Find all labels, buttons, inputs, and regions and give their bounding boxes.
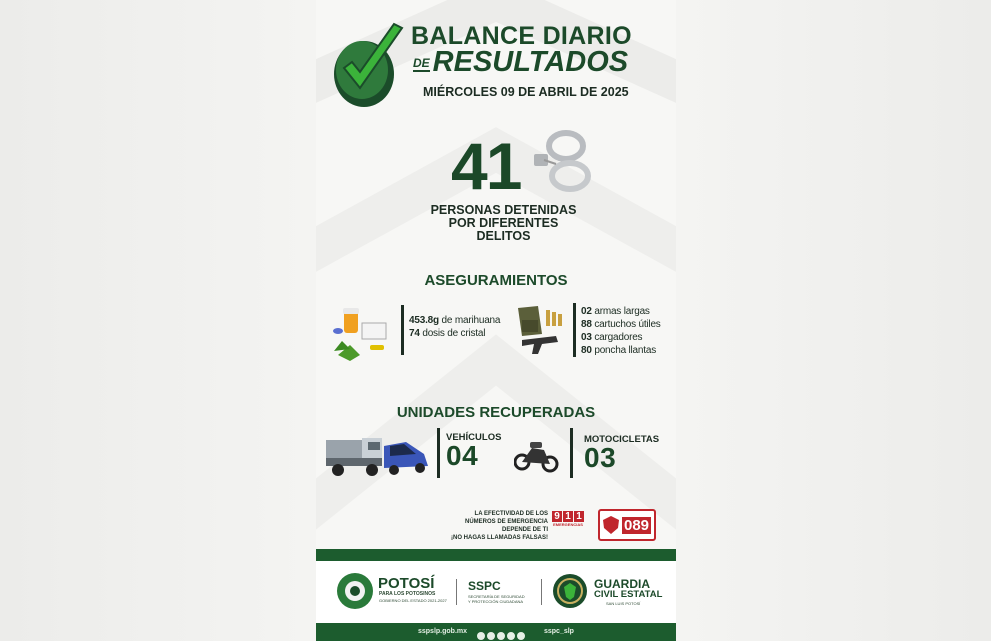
badge-089 xyxy=(598,509,656,541)
social-handle[interactable]: sspc_slp xyxy=(544,628,574,635)
weapon-item-4: 80 poncha llantas xyxy=(581,345,657,356)
footer-divider-1 xyxy=(456,579,457,605)
title-line1: BALANCE DIARIO xyxy=(411,22,632,50)
drug-item-1: 453.8g de marihuana xyxy=(409,315,501,326)
sspc-sub1: SECRETARÍA DE SEGURIDAD xyxy=(468,594,525,599)
guardia-sub: SAN LUIS POTOSÍ xyxy=(606,601,641,606)
badge-911 xyxy=(552,511,586,541)
vehiculos-label: VEHÍCULOS xyxy=(446,432,502,443)
potosi-sub2: GOBIERNO DEL ESTADO 2021-2027 xyxy=(379,598,447,603)
guardia-shield-icon xyxy=(552,573,588,609)
emergency-warning xyxy=(436,510,548,542)
weapon-item-3: 03 cargadores xyxy=(581,332,643,343)
instagram-icon[interactable] xyxy=(507,632,515,640)
warning-line1: LA EFECTIVIDAD DE LOS xyxy=(474,511,548,517)
divider-weapons xyxy=(573,303,576,357)
tiktok-icon[interactable] xyxy=(517,632,525,640)
guardia-line1: GUARDIA xyxy=(594,577,650,591)
weapon-item-2: 88 cartuchos útiles xyxy=(581,319,661,330)
facebook-icon[interactable] xyxy=(477,632,485,640)
title-resultados: RESULTADOS xyxy=(432,46,629,78)
detenidos-count: 41 xyxy=(451,129,521,203)
website-link[interactable]: sspslp.gob.mx xyxy=(418,628,468,635)
divider-vehiculos xyxy=(437,428,440,478)
footer-divider-2 xyxy=(541,579,542,605)
shield-icon xyxy=(602,515,620,535)
footer-logos xyxy=(316,561,676,623)
unidades-title: UNIDADES RECUPERADAS xyxy=(396,404,596,421)
warning-line4: ¡NO HAGAS LLAMADAS FALSAS! xyxy=(451,535,548,541)
vehiculos-count: 04 xyxy=(446,440,479,471)
x-icon[interactable] xyxy=(487,632,495,640)
report-date: MIÉRCOLES 09 DE ABRIL DE 2025 xyxy=(423,85,629,99)
detenidos-label-line2: POR DIFERENTES xyxy=(448,216,559,230)
motorcycle-icon xyxy=(514,434,560,474)
sspc-title: SSPC xyxy=(468,579,501,593)
title-line2 xyxy=(413,46,628,79)
badge-089-text: 089 xyxy=(624,516,650,534)
divider-drugs xyxy=(401,305,404,355)
badge-911-digits: 9 1 1 xyxy=(552,511,586,522)
detenidos-label-line1: PERSONAS DETENIDAS xyxy=(430,203,577,217)
vehicles-icon xyxy=(324,428,430,486)
background-left xyxy=(0,0,316,641)
divider-motos xyxy=(570,428,573,478)
detenidos-label xyxy=(416,204,591,243)
youtube-icon[interactable] xyxy=(497,632,505,640)
title-de: DE xyxy=(413,55,430,70)
drugs-icon xyxy=(332,305,402,367)
handcuffs-icon xyxy=(530,130,594,194)
guardia-line2: CIVIL ESTATAL xyxy=(594,589,663,600)
background-right xyxy=(676,0,991,641)
potosi-emblem-icon xyxy=(336,572,374,610)
footer-bar xyxy=(316,623,676,641)
drug-item-2: 74 dosis de cristal xyxy=(409,328,486,339)
weapons-icon xyxy=(512,302,572,358)
checkmark-logo-icon xyxy=(330,22,410,112)
warning-line3: DEPENDE DE TI xyxy=(501,527,548,533)
footer-band-top xyxy=(316,549,676,561)
sspc-sub2: Y PROTECCIÓN CIUDADANA xyxy=(468,599,524,604)
social-icons xyxy=(477,627,527,641)
badge-911-sub: EMERGENCIAS xyxy=(553,522,583,527)
warning-line2: NÚMEROS DE EMERGENCIA xyxy=(464,519,548,525)
weapon-item-1: 02 armas largas xyxy=(581,306,650,317)
motos-count: 03 xyxy=(584,442,617,473)
potosi-sub1: PARA LOS POTOSINOS xyxy=(379,591,436,597)
potosi-title: POTOSÍ xyxy=(378,575,435,592)
aseguramientos-title: ASEGURAMIENTOS xyxy=(424,272,568,289)
detenidos-label-line3: DELITOS xyxy=(476,229,531,243)
motos-label: MOTOCICLETAS xyxy=(584,434,660,445)
infographic-poster xyxy=(316,0,676,641)
